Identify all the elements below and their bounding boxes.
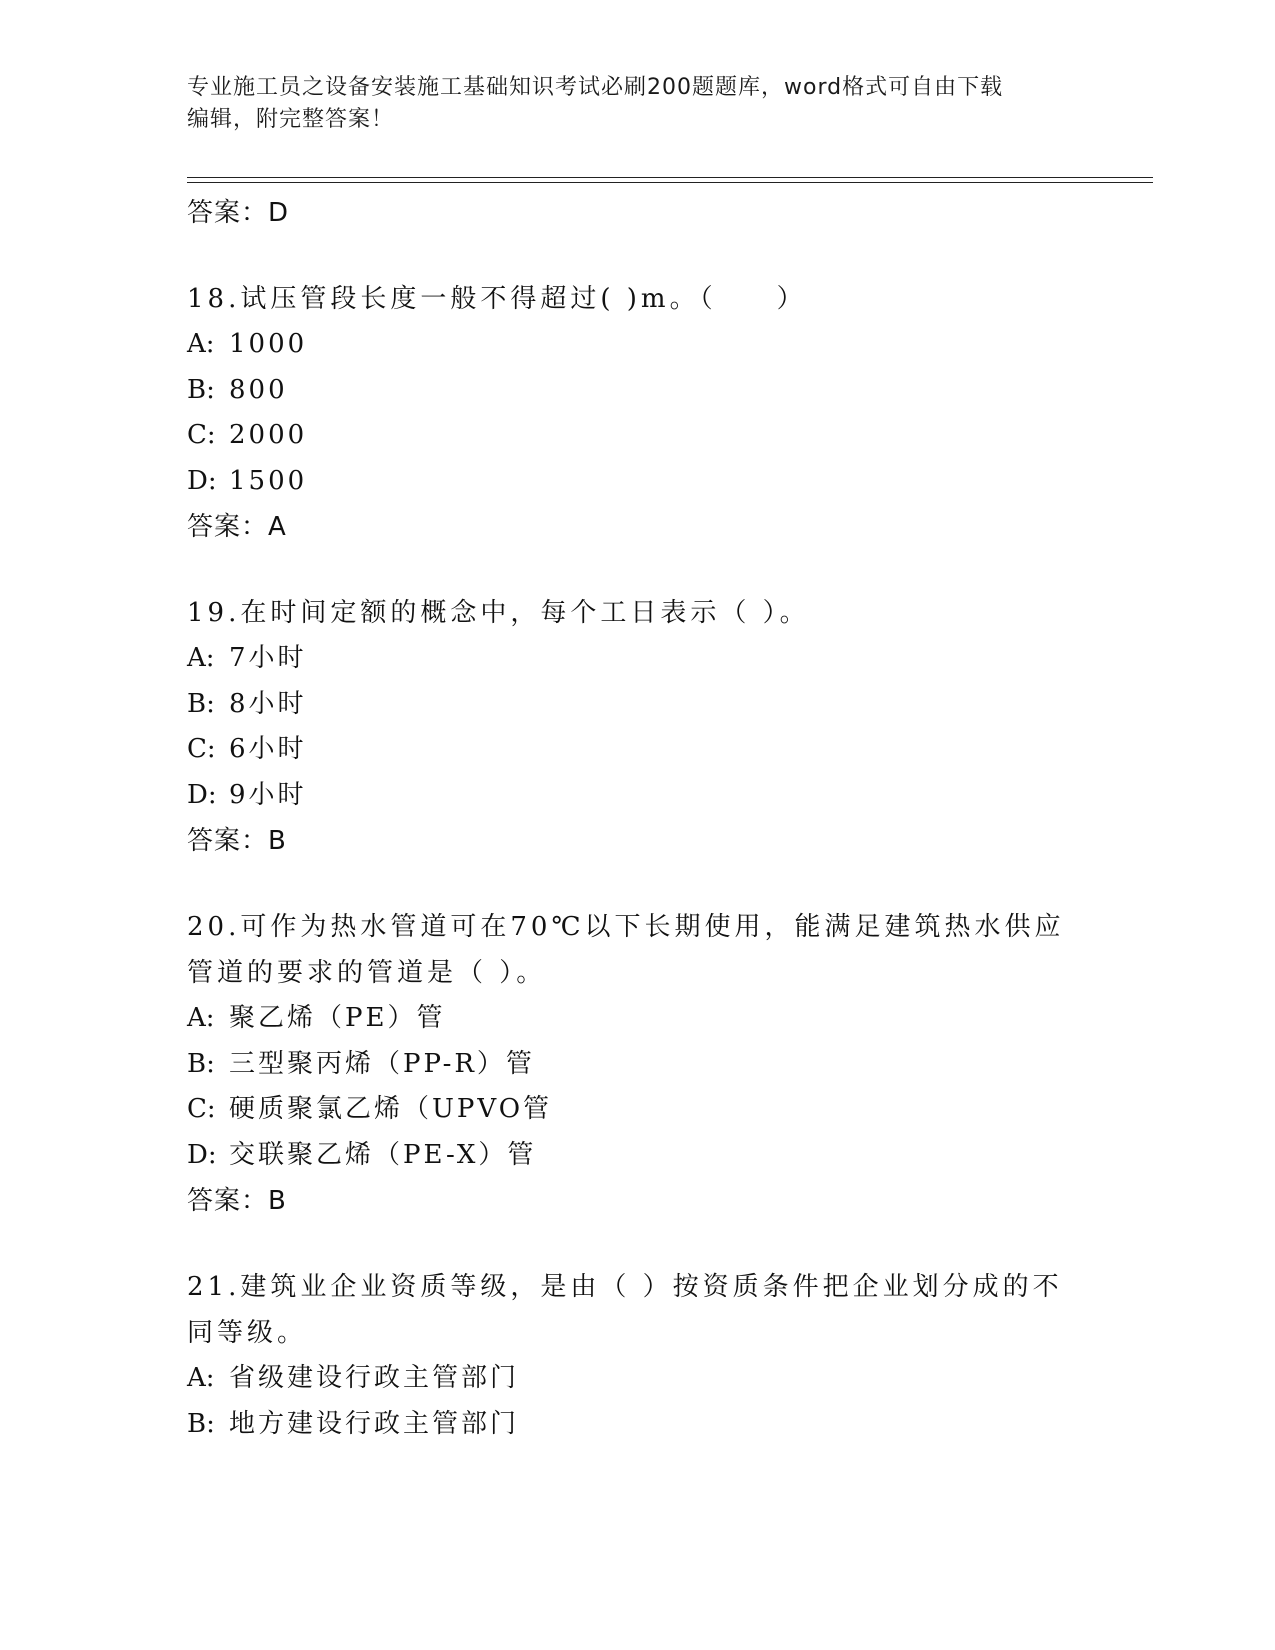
question-number: 20. [187, 912, 241, 942]
header-line-2: 编辑，附完整答案！ [187, 107, 395, 132]
option-a [187, 1356, 1087, 1402]
option-c [187, 727, 1087, 773]
option-key: B: [187, 688, 215, 719]
option-text: 硬质聚氯乙烯（UPVO管 [229, 1094, 553, 1124]
header-divider-bottom [187, 182, 1153, 183]
option-text: 7小时 [229, 643, 307, 673]
question-text [187, 276, 1087, 322]
option-c [187, 413, 1087, 459]
question-number: 21. [187, 1272, 241, 1302]
option-text: 6小时 [229, 734, 307, 764]
option-b [187, 682, 1087, 728]
option-b [187, 1042, 1087, 1088]
question-text [187, 1264, 1087, 1356]
question-body: 在时间定额的概念中，每个工日表示（ ）。 [240, 598, 810, 628]
option-d [187, 459, 1087, 505]
option-d [187, 773, 1087, 819]
option-b [187, 368, 1087, 414]
option-text: 1500 [229, 465, 308, 496]
option-text: 9小时 [229, 779, 307, 810]
option-key: A: [187, 1003, 215, 1033]
option-text: 1000 [229, 329, 308, 359]
option-key: C: [187, 420, 216, 450]
option-key: B: [187, 374, 215, 405]
header-line-1: 专业施工员之设备安装施工基础知识考试必刷200题题库，word格式可自由下载 [187, 75, 1004, 100]
option-key: A: [187, 329, 215, 359]
option-b [187, 1402, 1087, 1448]
option-a [187, 636, 1087, 682]
question-number: 19. [187, 598, 241, 628]
question-text [187, 904, 1087, 996]
option-text: 地方建设行政主管部门 [229, 1408, 520, 1439]
question-19 [187, 590, 1087, 864]
option-key: B: [187, 1408, 215, 1439]
option-key: A: [187, 643, 215, 673]
document-header [187, 72, 1087, 136]
question-21 [187, 1264, 1087, 1447]
previous-answer: 答案：D [187, 198, 290, 228]
question-list [187, 190, 1087, 1487]
question-text [187, 590, 1087, 636]
option-key: B: [187, 1048, 215, 1079]
option-text: 交联聚乙烯（PE-X）管 [229, 1139, 537, 1170]
option-c [187, 1087, 1087, 1133]
option-text: 8小时 [229, 688, 307, 719]
question-number: 18. [187, 284, 241, 314]
option-key: D: [187, 779, 217, 810]
option-text: 800 [229, 374, 288, 405]
option-key: D: [187, 465, 217, 496]
option-key: D: [187, 1139, 217, 1170]
question-20 [187, 904, 1087, 1224]
option-key: C: [187, 734, 216, 764]
question-body: 建筑业企业资质等级，是由（ ）按资质条件把企业划分成的不同等级。 [187, 1272, 1063, 1348]
option-text: 2000 [229, 420, 308, 450]
option-a [187, 322, 1087, 368]
option-text: 三型聚丙烯（PP-R）管 [229, 1048, 535, 1079]
option-key: A: [187, 1363, 215, 1393]
question-18 [187, 276, 1087, 550]
header-divider-top [187, 177, 1153, 178]
question-body: 试压管段长度一般不得超过( )m。（ ） [240, 284, 807, 314]
answer-line: 答案：A [187, 512, 287, 542]
option-d [187, 1133, 1087, 1179]
option-text: 省级建设行政主管部门 [229, 1363, 520, 1393]
answer-line: 答案：B [187, 1186, 287, 1216]
answer-line: 答案：B [187, 826, 287, 856]
question-body: 可作为热水管道可在70℃以下长期使用，能满足建筑热水供应管道的要求的管道是（ ）。 [187, 912, 1065, 988]
option-key: C: [187, 1094, 216, 1124]
option-text: 聚乙烯（PE）管 [229, 1003, 446, 1033]
option-a [187, 996, 1087, 1042]
